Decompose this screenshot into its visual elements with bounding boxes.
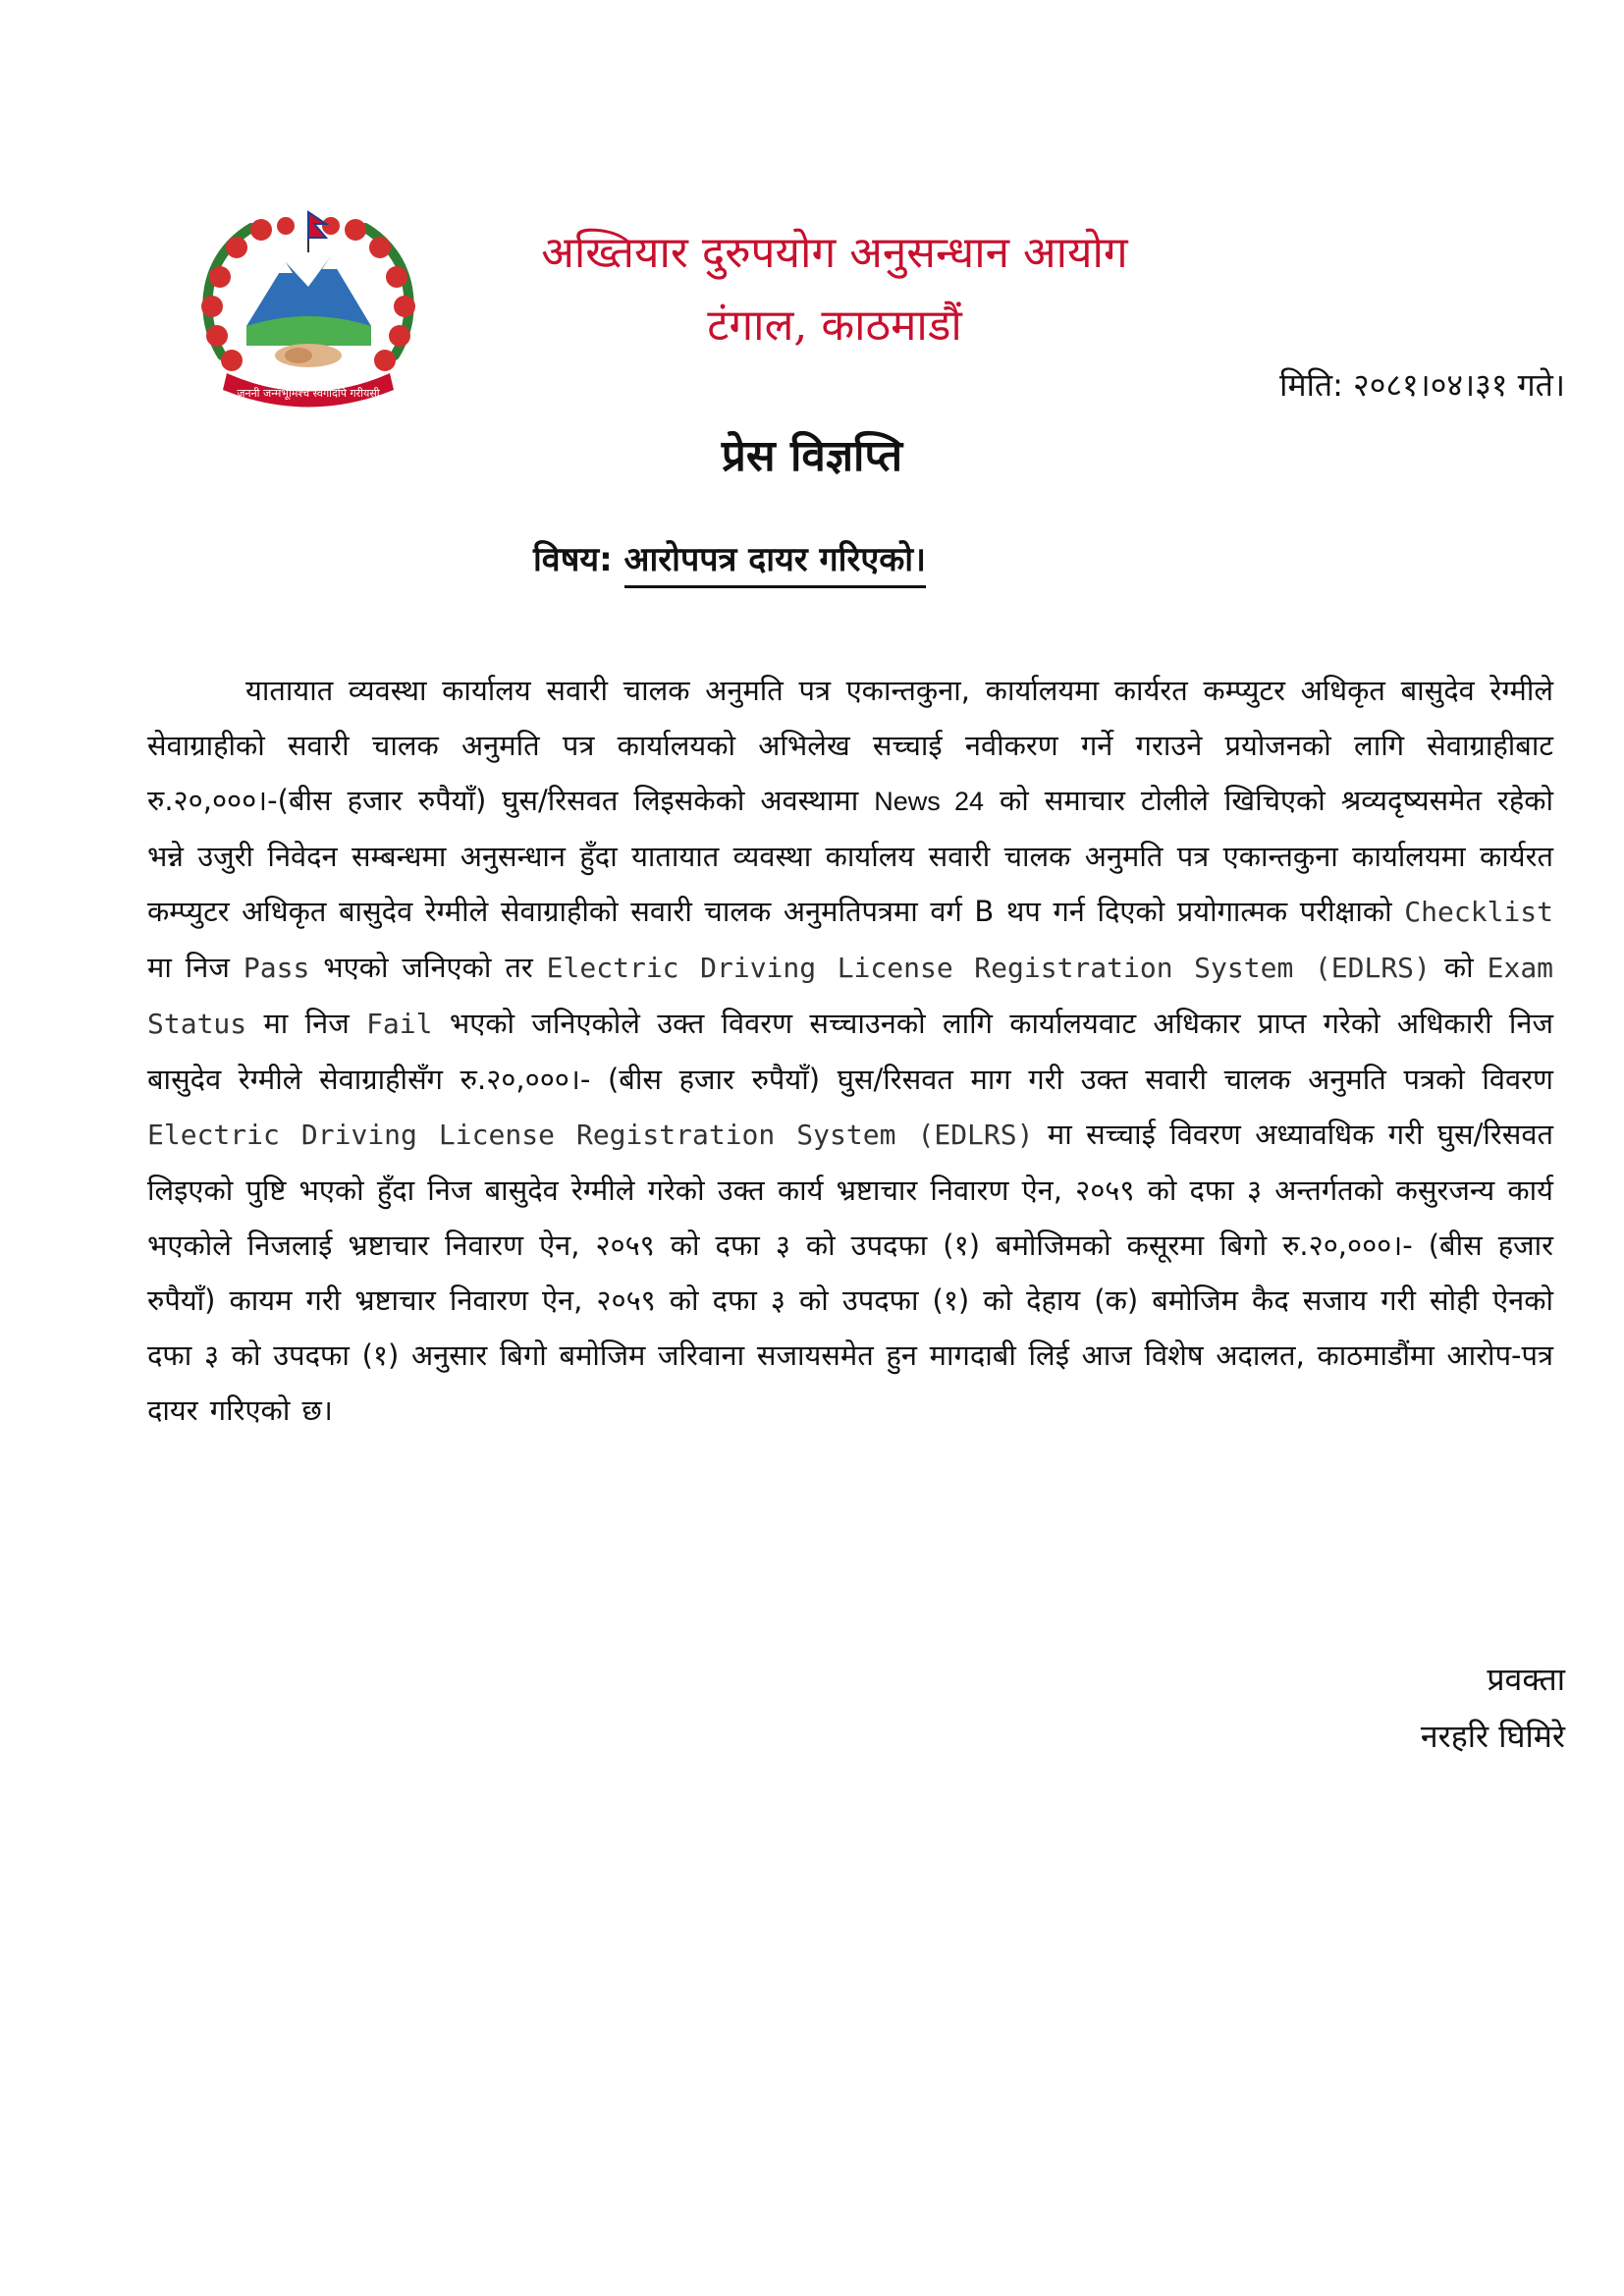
subject-line [533,535,926,580]
document-title: प्रेस विज्ञप्ति [721,431,903,481]
body-segment-edlrs: Electric Driving License Registration System (EDLRS) [546,952,1431,984]
signatory-name: नरहरि घिमिरे [1420,1718,1565,1755]
body-segment-pass: Pass [243,952,310,984]
organization-name: अख्तियार दुरुपयोग अनुसन्धान आयोग [541,228,1128,278]
body-segment: मा सच्चाई विवरण अध्यावधिक गरी घुस/रिसवत लिइएको पुष्टि भएको हुँदा निज बासुदेव रेग्मीले गरेको उक्त कार्य भ्रष्टाचार निवारण ऐन, २०५९ को दफा ३ अन्तर्गतको कसुरजन्य कार्य भएकोले निजलाई भ्रष्टाचार निवारण ऐन, २०५९ को दफा ३ को उपदफा (१) बमोजिमको कसूरमा बिगो रु.२०,०००।- (बीस हजार रुपैयाँ) कायम गरी भ्रष्टाचार निवारण ऐन, २०५९ को दफा ३ को उपदफा (१) को देहाय (क) बमोजिम कैद सजाय गरी सोही ऐनको दफा ३ को उपदफा (१) अनुसार बिगो बमोजिम जरिवाना सजायसमेत हुन मागदाबी लिई आज विशेष अदालत, काठमाडौंमा आरोप-पत्र दायर गरिएको छ। [147,1118,1553,1427]
body-segment: मा निज [263,1007,350,1040]
body-segment: यातायात व्यवस्था कार्यालय सवारी चालक अनुमति पत्र एकान्तकुना, कार्यालयमा कार्यरत कम्प्युटर अधिकृत बासुदेव रेग्मीले सेवाग्राहीको सवारी चालक अनुमति पत्र कार्यालयको अभिलेख सच्चाई नवीकरण गर्ने गराउने प्रयोजनको लागि सेवाग्राहीबाट रु.२०,०००।-(बीस हजार रुपैयाँ) घुस/रिसवत लिइसकेको अवस्थामा [147,674,1553,817]
subject-label: विषय: [533,540,613,579]
body-segment-fail: Fail [366,1008,433,1040]
organization-location: टंगाल, काठमाडौं [707,301,962,351]
document-date: मिति: २०८१।०४।३१ गते। [1279,366,1565,404]
body-segment-exam-status: Exam Status [147,952,1554,1040]
nepal-government-emblem-icon [192,208,424,418]
body-segment-news-channel: News 24 [874,787,985,816]
body-segment-checklist: Checklist [1404,896,1553,928]
signatory-role: प्रवक्ता [1487,1661,1565,1698]
emblem-motto: जननी जन्मभूमिश्च स्वर्गादपि गरीयसी [237,387,380,400]
body-segment: भएको जनिएको तर [323,951,533,984]
body-segment-edlrs: Electric Driving License Registration System (EDLRS) [147,1119,1034,1151]
body-segment: मा निज [147,951,230,984]
body-segment: को समाचार टोलीले खिचिएको श्रव्यदृष्यसमेत रहेको भन्ने उजुरी निवेदन सम्बन्धमा अनुसन्धान हुँदा यातायात व्यवस्था कार्यालय सवारी चालक अनुमति पत्र एकान्तकुना कार्यालयमा कार्यरत कम्प्युटर अधिकृत बासुदेव रेग्मीले सेवाग्राहीको सवारी चालक अनुमतिपत्रमा वर्ग B थप गर्न दिएको प्रयोगात्मक परीक्षाको [147,784,1554,928]
body-segment: भएको जनिएकोले उक्त विवरण सच्चाउनको लागि कार्यालयवाट अधिकार प्राप्त गरेको अधिकारी निज बासुदेव रेग्मीले सेवाग्राहीसँग रु.२०,०००।- (बीस हजार रुपैयाँ) घुस/रिसवत माग गरी उक्त सवारी चालक अनुमति पत्रको विवरण [147,1007,1554,1096]
body-segment: को [1443,951,1474,984]
subject-text: आरोपपत्र दायर गरिएको। [624,540,926,588]
press-release-body [147,663,1553,1438]
